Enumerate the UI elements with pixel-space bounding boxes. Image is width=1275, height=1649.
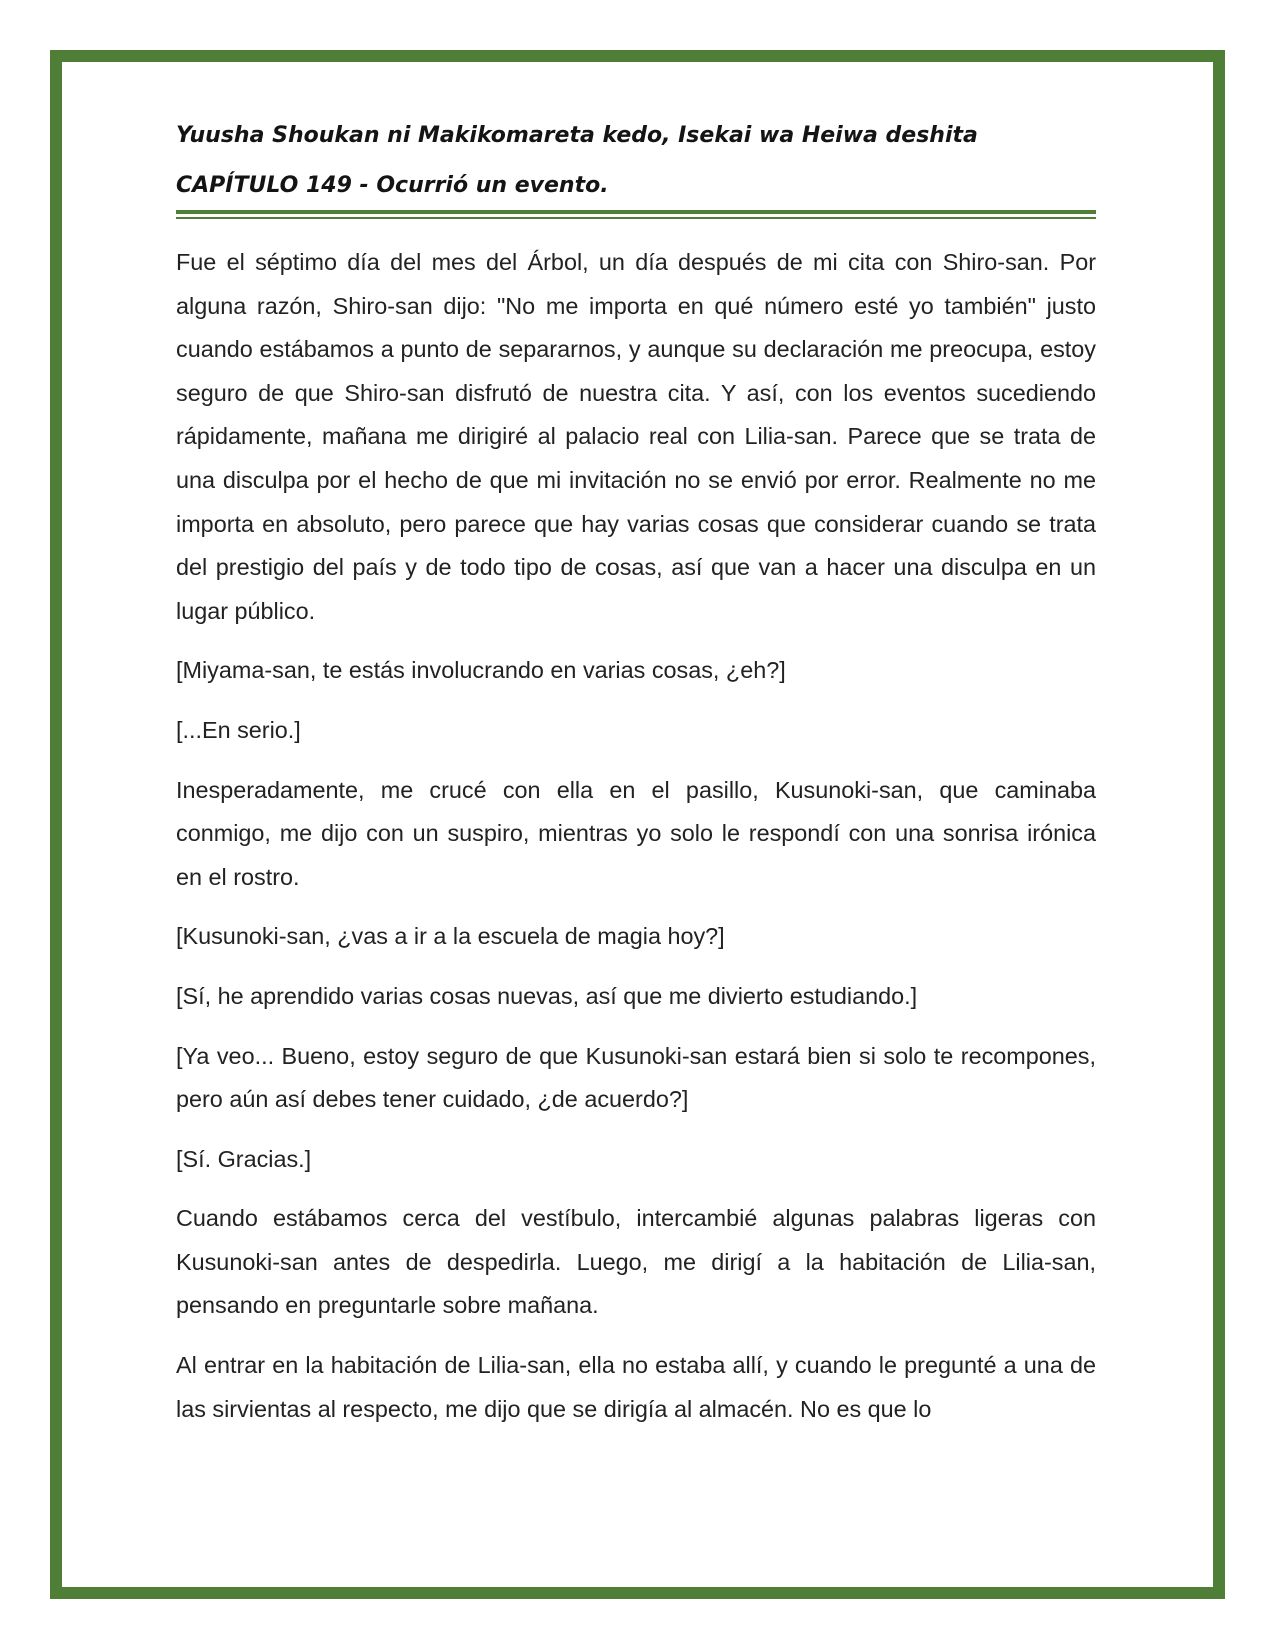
paragraph: [Sí, he aprendido varias cosas nuevas, así que me divierto estudiando.] xyxy=(176,982,918,1009)
chapter-body xyxy=(176,241,1096,1431)
paragraph: Fue el séptimo día del mes del Árbol, un día después de mi cita con Shiro-san. Por alguna razón, Shiro-san dijo: "No me importa en qué número esté yo también" justo cuando estábamos a punto de separarnos, y aunque su declaración me preocupa, estoy seguro de que Shiro-san disfrutó de nuestra cita. Y así, con los eventos sucediendo rápidamente, mañana me dirigiré al palacio real con Lilia-san. Parece que se trata de una disculpa por el hecho de que mi invitación no se envió por error. Realmente no me importa en absoluto, pero parece que hay varias cosas que considerar cuando se trata del prestigio del país y de todo tipo de cosas, así que van a hacer una disculpa en un lugar público. xyxy=(176,249,1096,624)
title-divider xyxy=(176,210,1096,214)
paragraph: [Sí. Gracias.] xyxy=(176,1145,312,1172)
chapter-title: CAPÍTULO 149 - Ocurrió un evento. xyxy=(176,173,609,198)
title-divider-thin xyxy=(176,217,1096,219)
paragraph: Inesperadamente, me crucé con ella en el pasillo, Kusunoki-san, que caminaba conmigo, me dijo con un suspiro, mientras yo solo le respondí con una sonrisa irónica en el rostro. xyxy=(176,776,1096,890)
paragraph: [Ya veo... Bueno, estoy seguro de que Kusunoki-san estará bien si solo te recompones, pero aún así debes tener cuidado, ¿de acuerdo?] xyxy=(176,1042,1096,1113)
series-title: Yuusha Shoukan ni Makikomareta kedo, Isekai wa Heiwa deshita xyxy=(176,123,978,148)
paragraph: [Kusunoki-san, ¿vas a ir a la escuela de magia hoy?] xyxy=(176,923,725,950)
paragraph: [Miyama-san, te estás involucrando en varias cosas, ¿eh?] xyxy=(176,657,786,684)
paragraph: [...En serio.] xyxy=(176,716,301,743)
document-content xyxy=(176,110,1096,1447)
paragraph: Al entrar en la habitación de Lilia-san, ella no estaba allí, y cuando le pregunté a una de las sirvientas al respecto, me dijo que se dirigía al almacén. No es que lo xyxy=(176,1352,1096,1422)
paragraph: Cuando estábamos cerca del vestíbulo, intercambié algunas palabras ligeras con Kusunoki-san antes de despedirla. Luego, me dirigí a la habitación de Lilia-san, pensando en preguntarle sobre mañana. xyxy=(176,1205,1096,1319)
